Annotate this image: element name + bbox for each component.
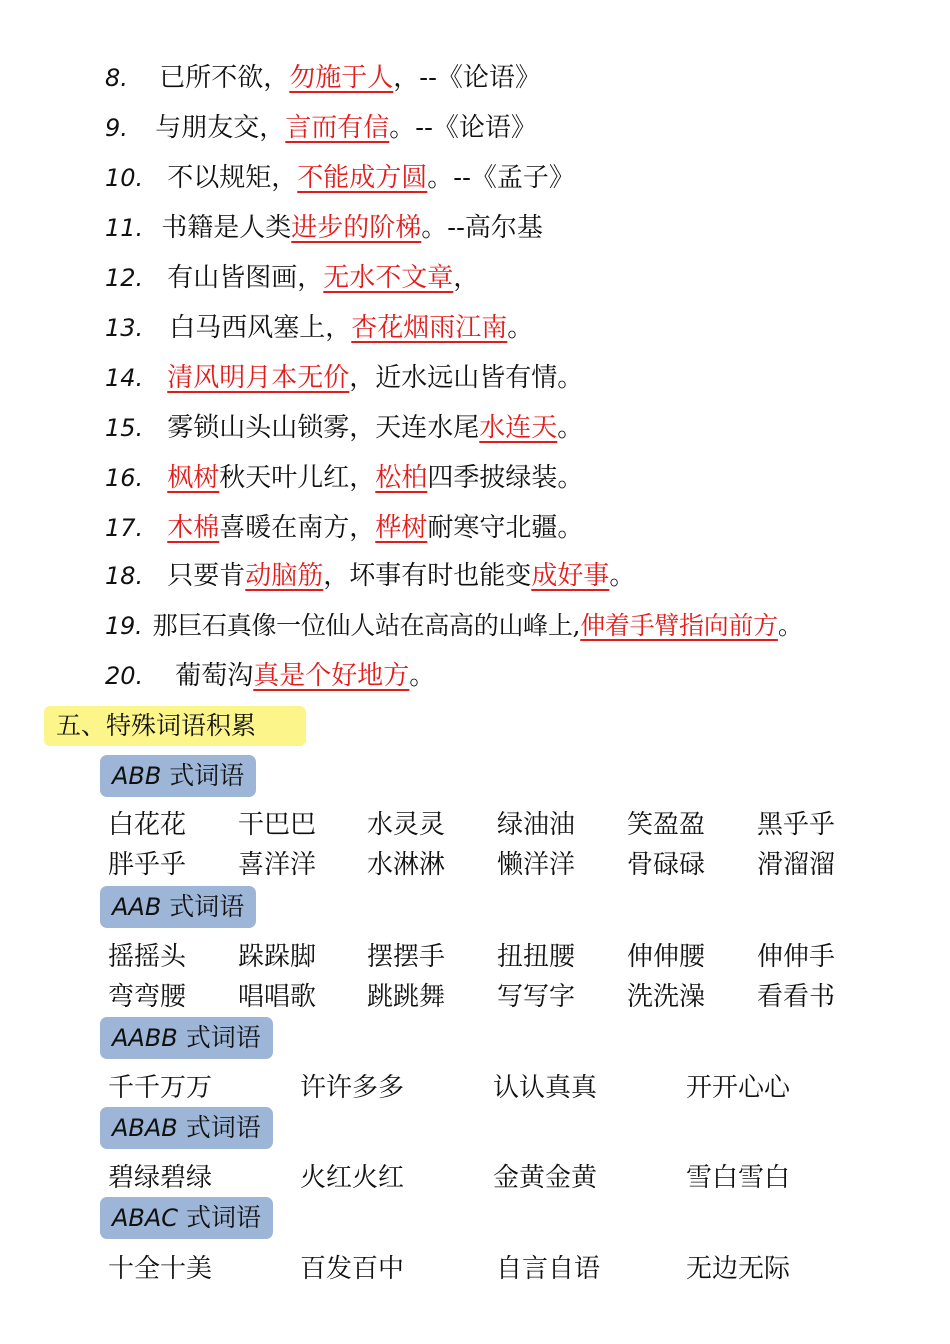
line-number: 17. bbox=[105, 514, 144, 542]
answer-text: 不能成方圆 bbox=[297, 163, 428, 193]
answer-text: 无水不文章 bbox=[323, 263, 454, 293]
quote-line-8 bbox=[105, 58, 541, 98]
quote-line-16 bbox=[105, 458, 583, 498]
line-number: 10. bbox=[105, 164, 144, 192]
group-tag-aabb bbox=[100, 1017, 273, 1059]
line-text: 雾锁山头山锁雾，天连水尾 bbox=[167, 413, 480, 443]
word-item: 摆摆手 bbox=[367, 942, 446, 972]
word-item: 许许多多 bbox=[300, 1073, 405, 1103]
word-item: 伸伸手 bbox=[757, 942, 836, 972]
quote-line-10 bbox=[105, 158, 575, 198]
answer-text: 动脑筋 bbox=[245, 561, 324, 591]
answer-text: 伸着手臂指向前方 bbox=[580, 611, 778, 640]
quote-line-9 bbox=[105, 108, 537, 148]
pattern-label: ABAB bbox=[112, 1114, 178, 1142]
line-text: 。 bbox=[507, 313, 534, 343]
pattern-suffix: 式词语 bbox=[178, 1203, 262, 1232]
word-item: 滑溜溜 bbox=[757, 850, 836, 880]
answer-text: 松柏 bbox=[375, 463, 428, 493]
quote-line-20 bbox=[105, 656, 435, 696]
word-item: 笑盈盈 bbox=[627, 810, 706, 840]
line-number: 8. bbox=[105, 64, 128, 92]
answer-text: 木棉 bbox=[167, 513, 220, 543]
word-item: 伸伸腰 bbox=[627, 942, 706, 972]
word-item: 金黄金黄 bbox=[493, 1163, 598, 1193]
pattern-label: AABB bbox=[112, 1024, 178, 1052]
answer-text: 杏花烟雨江南 bbox=[351, 313, 508, 343]
line-text: 。 bbox=[777, 611, 803, 640]
answer-text: 水连天 bbox=[479, 413, 558, 443]
word-item: 火红火红 bbox=[300, 1163, 405, 1193]
word-item: 唱唱歌 bbox=[238, 982, 317, 1012]
word-item: 弯弯腰 bbox=[108, 982, 187, 1012]
quote-line-19 bbox=[105, 606, 803, 646]
group-tag-abb bbox=[100, 755, 256, 797]
line-text: ，--《论语》 bbox=[393, 63, 541, 93]
line-text: 四季披绿装。 bbox=[427, 463, 584, 493]
word-item: 写写字 bbox=[497, 982, 576, 1012]
line-text: 。--《论语》 bbox=[389, 113, 537, 143]
quote-line-11 bbox=[105, 208, 543, 248]
line-text: 。 bbox=[557, 413, 584, 443]
word-item: 水灵灵 bbox=[367, 810, 446, 840]
word-item: 扭扭腰 bbox=[497, 942, 576, 972]
section-title: 五、特殊词语积累 bbox=[44, 706, 306, 746]
word-item: 水淋淋 bbox=[367, 850, 446, 880]
quote-line-14 bbox=[105, 358, 583, 398]
line-text: 秋天叶儿红， bbox=[219, 463, 376, 493]
pattern-label: AAB bbox=[112, 893, 162, 921]
quote-line-13 bbox=[105, 308, 533, 348]
word-item: 十全十美 bbox=[108, 1254, 213, 1284]
word-item: 雪白雪白 bbox=[686, 1163, 791, 1193]
answer-text: 清风明月本无价 bbox=[167, 363, 350, 393]
line-text: 那巨石真像一位仙人站在高高的山峰上, bbox=[152, 611, 581, 640]
word-item: 黑乎乎 bbox=[757, 810, 836, 840]
word-item: 跺跺脚 bbox=[238, 942, 317, 972]
pattern-label: ABAC bbox=[112, 1204, 179, 1232]
line-text: 葡萄沟 bbox=[175, 661, 254, 691]
word-item: 开开心心 bbox=[686, 1073, 791, 1103]
answer-text: 勿施于人 bbox=[289, 63, 394, 93]
line-number: 12. bbox=[105, 264, 144, 292]
pattern-suffix: 式词语 bbox=[177, 1023, 261, 1052]
line-text: 耐寒守北疆。 bbox=[427, 513, 584, 543]
line-number: 11. bbox=[105, 214, 144, 242]
line-number: 20. bbox=[105, 662, 144, 690]
word-item: 洗洗澡 bbox=[627, 982, 706, 1012]
word-item: 干巴巴 bbox=[238, 810, 317, 840]
word-item: 碧绿碧绿 bbox=[108, 1163, 213, 1193]
word-item: 喜洋洋 bbox=[238, 850, 317, 880]
line-text: 。--《孟子》 bbox=[427, 163, 575, 193]
word-item: 绿油油 bbox=[497, 810, 576, 840]
line-text: 。--高尔基 bbox=[421, 213, 543, 243]
quote-line-15 bbox=[105, 408, 583, 448]
answer-text: 桦树 bbox=[375, 513, 428, 543]
line-number: 19. bbox=[105, 612, 143, 640]
line-text: 喜暖在南方， bbox=[219, 513, 376, 543]
line-text: ， bbox=[453, 263, 480, 293]
line-number: 14. bbox=[105, 364, 144, 392]
group-tag-abac bbox=[100, 1197, 273, 1239]
quote-line-17 bbox=[105, 508, 583, 548]
word-item: 摇摇头 bbox=[108, 942, 187, 972]
line-number: 15. bbox=[105, 414, 144, 442]
line-number: 13. bbox=[105, 314, 144, 342]
pattern-label: ABB bbox=[112, 762, 162, 790]
line-text: ，近水远山皆有情。 bbox=[349, 363, 584, 393]
line-text: 书籍是人类 bbox=[161, 213, 292, 243]
answer-text: 真是个好地方 bbox=[253, 661, 410, 691]
word-item: 白花花 bbox=[108, 810, 187, 840]
line-text: 有山皆图画， bbox=[167, 263, 324, 293]
group-tag-aab bbox=[100, 886, 256, 928]
word-item: 跳跳舞 bbox=[367, 982, 446, 1012]
word-item: 看看书 bbox=[757, 982, 836, 1012]
group-tag-abab bbox=[100, 1107, 273, 1149]
answer-text: 枫树 bbox=[167, 463, 220, 493]
line-text: 白马西风塞上， bbox=[169, 313, 352, 343]
pattern-suffix: 式词语 bbox=[177, 1113, 261, 1142]
word-item: 胖乎乎 bbox=[108, 850, 187, 880]
answer-text: 进步的阶梯 bbox=[291, 213, 422, 243]
line-text: 已所不欲， bbox=[159, 63, 290, 93]
word-item: 自言自语 bbox=[496, 1254, 601, 1284]
answer-text: 成好事 bbox=[531, 561, 610, 591]
quote-line-12 bbox=[105, 258, 479, 298]
word-item: 百发百中 bbox=[300, 1254, 405, 1284]
word-item: 骨碌碌 bbox=[627, 850, 706, 880]
line-text: 。 bbox=[609, 561, 636, 591]
line-text: ，坏事有时也能变 bbox=[323, 561, 532, 591]
pattern-suffix: 式词语 bbox=[161, 761, 245, 790]
line-text: 不以规矩， bbox=[167, 163, 298, 193]
line-text: 。 bbox=[409, 661, 436, 691]
answer-text: 言而有信 bbox=[285, 113, 390, 143]
word-item: 千千万万 bbox=[108, 1073, 213, 1103]
line-number: 16. bbox=[105, 464, 144, 492]
word-item: 认认真真 bbox=[493, 1073, 598, 1103]
line-text: 与朋友交， bbox=[155, 113, 286, 143]
line-text: 只要肯 bbox=[167, 561, 246, 591]
pattern-suffix: 式词语 bbox=[161, 892, 245, 921]
word-item: 无边无际 bbox=[686, 1254, 791, 1284]
line-number: 18. bbox=[105, 562, 144, 590]
word-item: 懒洋洋 bbox=[497, 850, 576, 880]
quote-line-18 bbox=[105, 556, 635, 596]
line-number: 9. bbox=[105, 114, 128, 142]
